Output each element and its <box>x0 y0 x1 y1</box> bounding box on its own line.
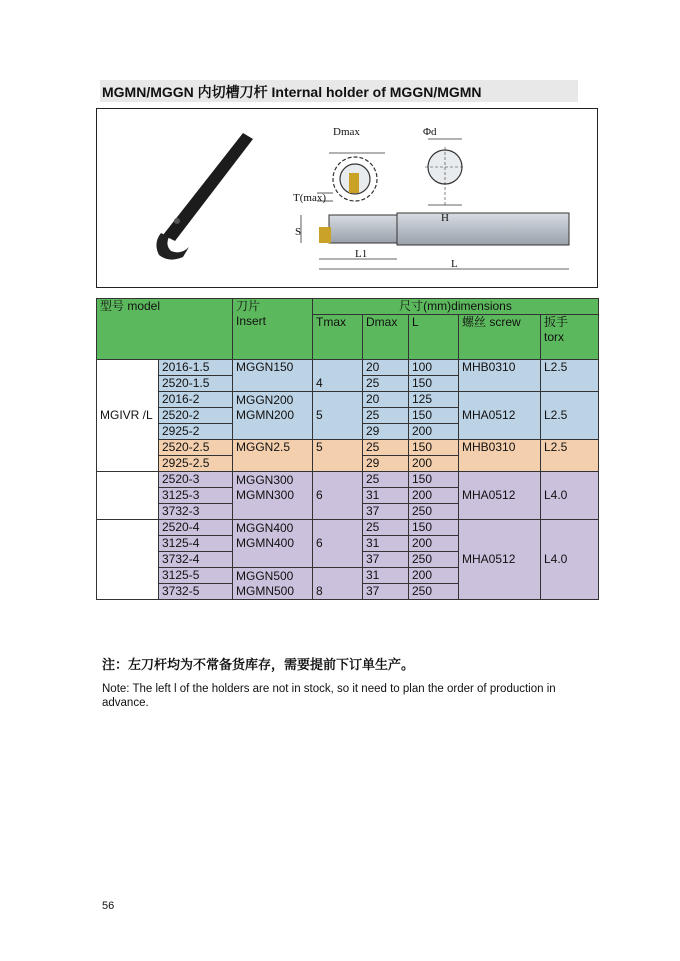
dmax-cell: 31 <box>363 536 409 552</box>
l-cell: 150 <box>409 520 459 536</box>
model-cell: 3732-4 <box>159 552 233 568</box>
insert-line-a: MGGN200 <box>236 393 294 407</box>
note-chinese: 注：左刀杆均为不常备货库存，需要提前下订单生产。 <box>102 657 415 672</box>
table-row <box>97 472 599 488</box>
l-cell: 150 <box>409 472 459 488</box>
screw-cell: MHB0310 <box>459 360 541 392</box>
l-cell: 250 <box>409 584 459 600</box>
insert-cell <box>233 472 313 520</box>
dmax-cell: 37 <box>363 504 409 520</box>
model-cell: 2520-2 <box>159 408 233 424</box>
screw-cell: MHA0512 <box>459 392 541 440</box>
header-torx-en: torx <box>544 330 565 344</box>
header-dmax: Dmax <box>363 315 409 360</box>
dmax-cell: 20 <box>363 392 409 408</box>
header-dimensions: 尺寸(mm)dimensions <box>313 299 599 315</box>
torx-cell: L4.0 <box>541 520 599 600</box>
header-insert-en: Insert <box>236 314 267 328</box>
model-cell: 2016-2 <box>159 392 233 408</box>
model-group-spacer <box>97 520 159 600</box>
label-h: H <box>441 212 449 224</box>
torx-cell: L2.5 <box>541 440 599 472</box>
holder-figure <box>96 108 598 288</box>
l-cell: 150 <box>409 376 459 392</box>
model-cell: 2925-2.5 <box>159 456 233 472</box>
model-cell: 2520-3 <box>159 472 233 488</box>
header-model: 型号 model <box>97 299 233 360</box>
label-tmax: T(max) <box>293 192 326 204</box>
dmax-cell: 29 <box>363 456 409 472</box>
tmax-cell: 6 <box>313 520 363 568</box>
model-cell: 3732-5 <box>159 584 233 600</box>
l-cell: 250 <box>409 504 459 520</box>
header-torx <box>541 315 599 360</box>
l-cell: 150 <box>409 408 459 424</box>
table-row <box>97 440 599 456</box>
label-l1: L1 <box>355 248 368 260</box>
table-row <box>97 520 599 536</box>
header-l: L <box>409 315 459 360</box>
tmax-cell: 8 <box>313 568 363 600</box>
insert-cell: MGGN2.5 <box>233 440 313 472</box>
model-cell: 2016-1.5 <box>159 360 233 376</box>
label-dmax: Dmax <box>333 126 360 138</box>
dmax-cell: 31 <box>363 488 409 504</box>
screw-cell: MHB0310 <box>459 440 541 472</box>
torx-cell: L2.5 <box>541 360 599 392</box>
model-cell: 2520-1.5 <box>159 376 233 392</box>
l-cell: 250 <box>409 552 459 568</box>
l-cell: 200 <box>409 456 459 472</box>
l-cell: 200 <box>409 536 459 552</box>
dmax-cell: 25 <box>363 376 409 392</box>
label-s: S <box>295 226 302 238</box>
insert-cell <box>233 392 313 440</box>
model-cell: 2925-2 <box>159 424 233 440</box>
model-cell: 2520-2.5 <box>159 440 233 456</box>
tmax-cell: 5 <box>313 440 363 472</box>
dmax-cell: 25 <box>363 408 409 424</box>
holder-drawing <box>97 109 597 287</box>
page-number: 56 <box>102 900 115 912</box>
model-group-spacer <box>97 472 159 520</box>
insert-line-a: MGGN500 <box>236 568 294 583</box>
tmax-cell: 4 <box>313 360 363 392</box>
l-cell: 100 <box>409 360 459 376</box>
l-cell: 200 <box>409 424 459 440</box>
header-torx-cn: 扳手 <box>544 315 569 329</box>
note-english: Note: The left l of the holders are not in stock, so it need to plan the order of production in advance. <box>102 683 556 709</box>
model-cell: 3125-5 <box>159 568 233 584</box>
insert-line-a: MGGN300 <box>236 473 294 487</box>
end-view-right <box>425 139 465 205</box>
insert-cell: MGGN150 <box>233 360 313 392</box>
torx-cell: L2.5 <box>541 392 599 440</box>
dmax-cell: 25 <box>363 472 409 488</box>
screw-cell: MHA0512 <box>459 520 541 600</box>
label-phid: Φd <box>423 126 437 138</box>
header-tmax: Tmax <box>313 315 363 360</box>
dmax-cell: 29 <box>363 424 409 440</box>
l-cell: 200 <box>409 488 459 504</box>
l-cell: 125 <box>409 392 459 408</box>
l-cell: 200 <box>409 568 459 584</box>
screw-cell: MHA0512 <box>459 472 541 520</box>
dmax-cell: 31 <box>363 568 409 584</box>
dmax-cell: 20 <box>363 360 409 376</box>
dmax-cell: 37 <box>363 552 409 568</box>
header-screw: 螺丝 screw <box>459 315 541 360</box>
insert-line-b: MGMN400 <box>236 536 295 550</box>
header-insert-cn: 刀片 <box>236 299 261 313</box>
end-view-left <box>317 153 385 201</box>
insert-line-b: MGMN300 <box>236 488 295 502</box>
model-cell: 3732-3 <box>159 504 233 520</box>
tmax-cell: 5 <box>313 392 363 440</box>
header-row-1 <box>97 299 599 315</box>
insert-cell <box>233 568 313 600</box>
model-cell: 3125-3 <box>159 488 233 504</box>
dmax-cell: 25 <box>363 520 409 536</box>
torx-cell: L4.0 <box>541 472 599 520</box>
label-l: L <box>451 258 458 270</box>
insert-line-b: MGMN200 <box>236 408 295 422</box>
insert-line-a: MGGN400 <box>236 521 294 535</box>
dmax-cell: 25 <box>363 440 409 456</box>
insert-line-b: MGMN500 <box>236 583 295 598</box>
model-cell: 3125-4 <box>159 536 233 552</box>
l-cell: 150 <box>409 440 459 456</box>
table-row <box>97 392 599 408</box>
table-row <box>97 360 599 376</box>
spec-table <box>96 298 599 600</box>
header-insert <box>233 299 313 360</box>
insert-cell <box>233 520 313 568</box>
dmax-cell: 37 <box>363 584 409 600</box>
page-title: MGMN/MGGN 内切槽刀杆 Internal holder of MGGN/MGMN <box>102 84 482 100</box>
model-cell: 2520-4 <box>159 520 233 536</box>
holder-photo <box>156 133 253 260</box>
tmax-cell: 6 <box>313 472 363 520</box>
model-group-1: MGIVR /L <box>97 360 159 472</box>
side-view <box>301 213 569 269</box>
